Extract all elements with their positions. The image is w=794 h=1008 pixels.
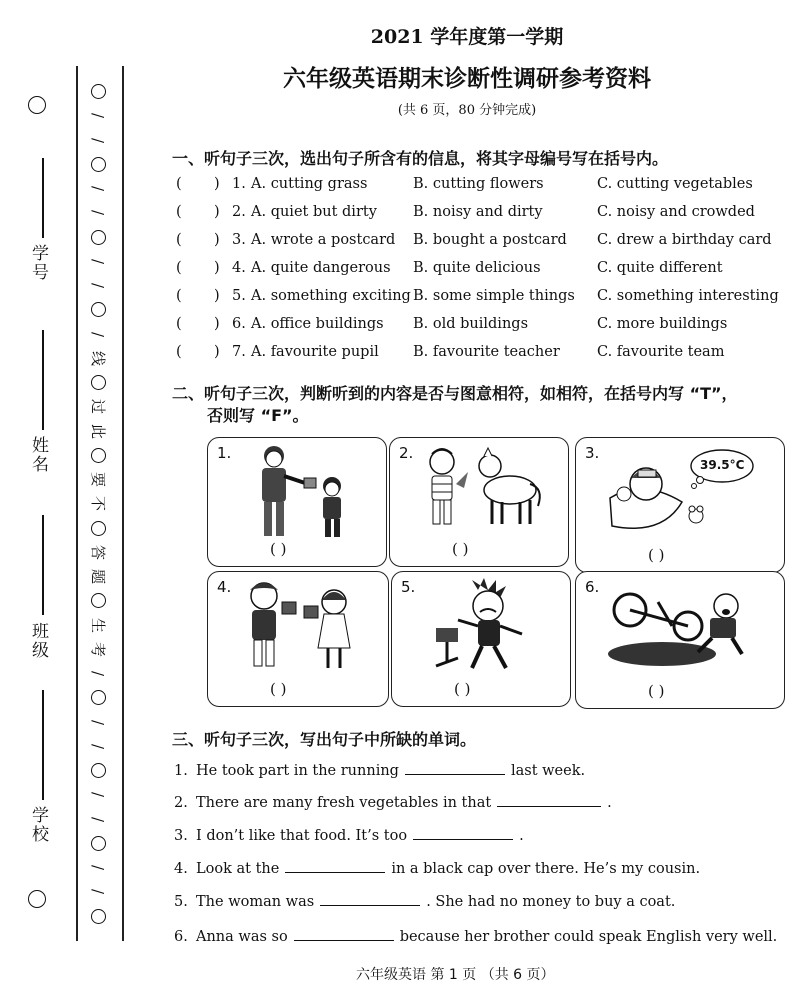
cut-line-circle bbox=[91, 690, 106, 705]
option-c[interactable]: C. drew a birthday card bbox=[597, 232, 772, 248]
sentence-before: I don’t like that food. It’s too bbox=[196, 828, 408, 844]
cut-line-circle bbox=[91, 763, 106, 778]
option-a[interactable]: A. cutting grass bbox=[251, 176, 368, 192]
answer-bracket-open[interactable]: ( bbox=[176, 316, 182, 332]
cut-line-slash: / bbox=[89, 889, 108, 895]
sentence-number: 5. bbox=[174, 894, 188, 910]
question-number: 2. bbox=[232, 204, 246, 220]
cut-line-char: 线 bbox=[89, 350, 108, 366]
binding-rule-right bbox=[122, 66, 124, 941]
question-number: 5. bbox=[232, 288, 246, 304]
answer-bracket[interactable]: ( ) bbox=[452, 540, 469, 558]
fill-in-sentence bbox=[174, 858, 700, 877]
cut-line-circle bbox=[91, 836, 106, 851]
option-a[interactable]: A. quite dangerous bbox=[251, 260, 391, 276]
answer-bracket-close[interactable]: ) bbox=[214, 316, 220, 332]
fill-in-sentence bbox=[174, 825, 524, 844]
cut-line-slash: / bbox=[89, 113, 108, 119]
option-b[interactable]: B. quite delicious bbox=[413, 260, 541, 276]
picture-cell-4 bbox=[207, 571, 389, 707]
angry-boy-kicking-chair-illustration bbox=[432, 576, 542, 676]
section3-heading: 三、听句子三次，写出句子中所缺的单词。 bbox=[172, 730, 477, 749]
picture-number: 5. bbox=[401, 578, 416, 596]
exam-term: 2021 学年度第一学期 bbox=[370, 26, 564, 48]
cut-line-circle bbox=[91, 375, 106, 390]
answer-bracket-open[interactable]: ( bbox=[176, 232, 182, 248]
field-label-name: 姓名 bbox=[28, 436, 48, 474]
field-label-school: 学校 bbox=[28, 806, 48, 844]
cut-line-circle bbox=[91, 157, 106, 172]
listening-question-row bbox=[176, 260, 776, 284]
picture-number: 3. bbox=[585, 444, 600, 462]
option-c[interactable]: C. something interesting bbox=[597, 288, 779, 304]
answer-bracket-open[interactable]: ( bbox=[176, 260, 182, 276]
option-a[interactable]: A. wrote a postcard bbox=[251, 232, 396, 248]
picture-number: 1. bbox=[217, 444, 232, 462]
answer-bracket-open[interactable]: ( bbox=[176, 288, 182, 304]
question-number: 4. bbox=[232, 260, 246, 276]
answer-blank[interactable] bbox=[413, 825, 513, 840]
cut-line-slash: / bbox=[89, 792, 108, 798]
option-a[interactable]: A. quiet but dirty bbox=[251, 204, 377, 220]
option-a[interactable]: A. favourite pupil bbox=[251, 344, 379, 360]
answer-bracket[interactable]: ( ) bbox=[270, 680, 287, 698]
sentence-after: in a black cap over there. He’s my cousin. bbox=[391, 861, 701, 877]
cut-line-slash: / bbox=[89, 185, 108, 192]
cut-line-char: 考 bbox=[89, 641, 108, 657]
cut-line-slash: / bbox=[89, 282, 108, 289]
answer-bracket-close[interactable]: ) bbox=[214, 344, 220, 360]
binding-hole-bottom bbox=[28, 890, 46, 908]
question-number: 6. bbox=[232, 316, 246, 332]
answer-bracket[interactable]: ( ) bbox=[270, 540, 287, 558]
answer-bracket-close[interactable]: ) bbox=[214, 204, 220, 220]
picture-grid bbox=[207, 437, 785, 707]
answer-bracket-close[interactable]: ) bbox=[214, 288, 220, 304]
question-number: 3. bbox=[232, 232, 246, 248]
sentence-after: because her brother could speak English very well. bbox=[399, 929, 778, 945]
picture-cell-6 bbox=[575, 571, 785, 709]
cut-line-circle bbox=[91, 593, 106, 608]
question-number: 1. bbox=[232, 176, 246, 192]
cut-line-char: 此 bbox=[89, 423, 108, 439]
listening-question-row bbox=[176, 204, 776, 228]
option-a[interactable]: A. office buildings bbox=[251, 316, 384, 332]
option-b[interactable]: B. old buildings bbox=[413, 316, 529, 332]
listening-question-row bbox=[176, 344, 776, 368]
answer-bracket-open[interactable]: ( bbox=[176, 176, 182, 192]
option-c[interactable]: C. quite different bbox=[597, 260, 723, 276]
sentence-after: . bbox=[607, 795, 612, 811]
sentence-after: . She had no money to buy a coat. bbox=[426, 894, 676, 910]
cut-line-circle bbox=[91, 302, 106, 317]
option-b[interactable]: B. some simple things bbox=[413, 288, 575, 304]
cut-line-circle bbox=[91, 448, 106, 463]
sentence-after: last week. bbox=[510, 763, 586, 779]
sentence-number: 3. bbox=[174, 828, 188, 844]
answer-blank[interactable] bbox=[497, 792, 601, 807]
temperature-label: 39.5°C bbox=[700, 458, 745, 472]
option-c[interactable]: C. more buildings bbox=[597, 316, 728, 332]
cut-line-column bbox=[86, 84, 110, 924]
picture-cell-3 bbox=[575, 437, 785, 573]
option-b[interactable]: B. bought a postcard bbox=[413, 232, 567, 248]
cut-line-char: 要 bbox=[89, 471, 108, 488]
field-line-school bbox=[42, 690, 44, 800]
picture-cell-1 bbox=[207, 437, 387, 567]
answer-bracket-close[interactable]: ) bbox=[214, 176, 220, 192]
answer-bracket-close[interactable]: ) bbox=[214, 260, 220, 276]
sentence-before: There are many fresh vegetables in that bbox=[196, 795, 492, 811]
fill-in-sentence bbox=[174, 891, 675, 910]
answer-bracket-close[interactable]: ) bbox=[214, 232, 220, 248]
cut-line-char: 过 bbox=[89, 399, 108, 415]
fill-in-sentence bbox=[174, 792, 612, 811]
cut-line-slash: / bbox=[89, 137, 108, 143]
option-b[interactable]: B. cutting flowers bbox=[413, 176, 544, 192]
answer-blank[interactable] bbox=[320, 891, 420, 906]
section1-heading: 一、听句子三次，选出句子所含有的信息，将其字母编号写在括号内。 bbox=[172, 149, 669, 168]
cut-line-circle bbox=[91, 230, 106, 245]
field-line-name bbox=[42, 330, 44, 430]
section2-heading-line2: 否则写 “F”。 bbox=[207, 406, 309, 425]
cut-line-circle bbox=[91, 909, 106, 924]
sentence-number: 1. bbox=[174, 763, 188, 779]
page-footer: 六年级英语 第 1 页 （共 6 页） bbox=[356, 967, 555, 983]
answer-blank[interactable] bbox=[405, 760, 505, 775]
exam-subtitle: (共 6 页，80 分钟完成) bbox=[397, 103, 537, 118]
cut-line-circle bbox=[91, 521, 106, 536]
picture-cell-2 bbox=[389, 437, 569, 567]
sentence-number: 4. bbox=[174, 861, 188, 877]
cut-line-slash: / bbox=[89, 864, 108, 871]
binding-rule-left bbox=[76, 66, 78, 941]
option-b[interactable]: B. noisy and dirty bbox=[413, 204, 543, 220]
listening-question-row bbox=[176, 316, 776, 340]
cut-line-char: 答 bbox=[89, 544, 108, 560]
cut-line-slash: / bbox=[89, 210, 108, 216]
cut-line-char: 不 bbox=[89, 496, 108, 512]
children-exchanging-gifts-illustration bbox=[234, 578, 364, 678]
boy-and-horse-illustration bbox=[420, 444, 550, 542]
answer-bracket-open[interactable]: ( bbox=[176, 344, 182, 360]
option-c[interactable]: C. noisy and crowded bbox=[597, 204, 755, 220]
man-giving-gift-to-boy-illustration bbox=[246, 442, 356, 542]
cut-line-slash: / bbox=[89, 258, 108, 264]
listening-question-row bbox=[176, 176, 776, 200]
field-label-student-id: 学号 bbox=[28, 244, 48, 282]
cut-line-char: 题 bbox=[89, 568, 108, 585]
option-c[interactable]: C. cutting vegetables bbox=[597, 176, 753, 192]
girl-fallen-from-bicycle-illustration bbox=[602, 582, 752, 672]
cut-line-slash: / bbox=[89, 670, 108, 677]
sentence-before: Anna was so bbox=[196, 929, 288, 945]
answer-bracket[interactable]: ( ) bbox=[454, 680, 471, 698]
sentence-before: He took part in the running bbox=[196, 763, 399, 779]
option-a[interactable]: A. something exciting bbox=[251, 288, 411, 304]
field-line-student-id bbox=[42, 158, 44, 238]
picture-number: 6. bbox=[585, 578, 600, 596]
sentence-before: The woman was bbox=[196, 894, 315, 910]
answer-bracket[interactable]: ( ) bbox=[648, 546, 665, 564]
sentence-number: 2. bbox=[174, 795, 188, 811]
cut-line-char: 生 bbox=[89, 617, 108, 633]
sentence-number: 6. bbox=[174, 929, 188, 945]
cut-line-slash: / bbox=[89, 816, 108, 822]
section2-heading-line1: 二、听句子三次，判断听到的内容是否与图意相符，如相符，在括号内写 “T”， bbox=[172, 384, 738, 403]
question-number: 7. bbox=[232, 344, 246, 360]
field-label-class: 班级 bbox=[28, 622, 48, 660]
picture-cell-5 bbox=[391, 571, 571, 707]
listening-question-row bbox=[176, 232, 776, 256]
sentence-before: Look at the bbox=[196, 861, 280, 877]
option-b[interactable]: B. favourite teacher bbox=[413, 344, 560, 360]
fill-in-sentence bbox=[174, 760, 585, 779]
listening-question-row bbox=[176, 288, 779, 312]
answer-blank[interactable] bbox=[294, 926, 394, 941]
answer-blank[interactable] bbox=[285, 858, 385, 873]
fill-in-sentence bbox=[174, 926, 777, 945]
cut-line-slash: / bbox=[89, 719, 108, 725]
cut-line-slash: / bbox=[89, 331, 108, 337]
answer-bracket[interactable]: ( ) bbox=[648, 682, 665, 700]
sentence-after: . bbox=[519, 828, 524, 844]
option-c[interactable]: C. favourite team bbox=[597, 344, 725, 360]
cut-line-slash: / bbox=[89, 743, 108, 749]
picture-number: 4. bbox=[217, 578, 232, 596]
field-line-class bbox=[42, 515, 44, 615]
answer-bracket-open[interactable]: ( bbox=[176, 204, 182, 220]
picture-number: 2. bbox=[399, 444, 414, 462]
exam-title: 六年级英语期末诊断性调研参考资料 bbox=[283, 66, 651, 92]
